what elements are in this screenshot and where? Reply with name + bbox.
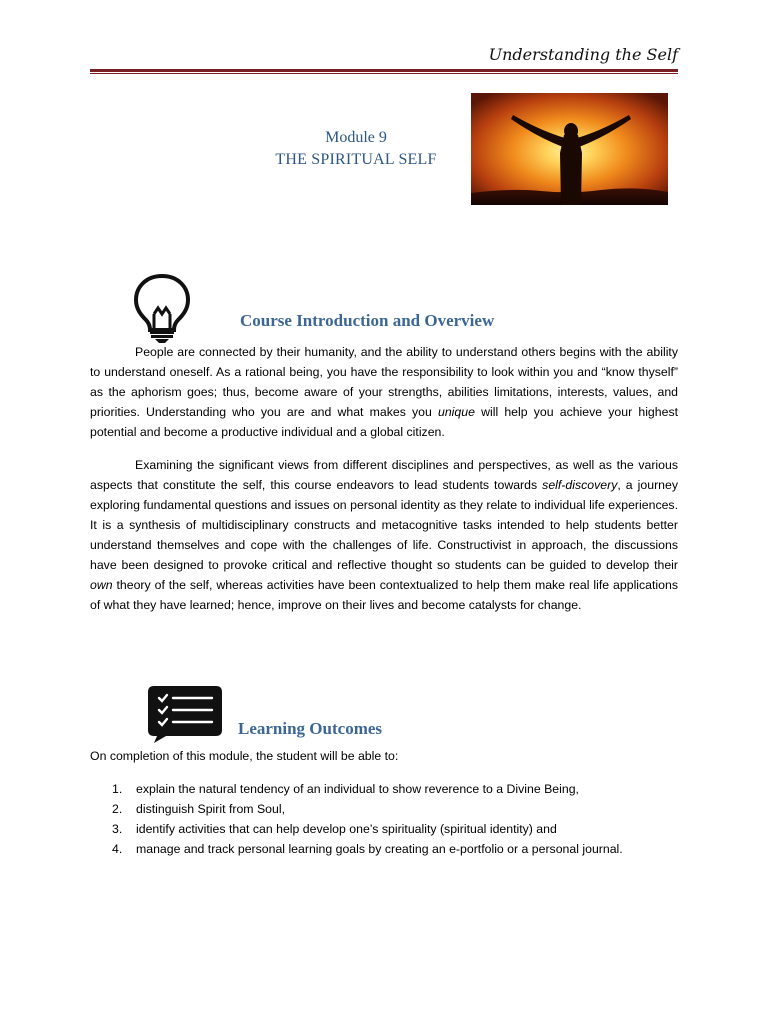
list-item: [90, 819, 678, 839]
paragraph-text: will help you achieve your highest potential and become a productive individual and a global citizen.: [90, 405, 679, 439]
paragraph-text: , a journey exploring fundamental questions and issues on personal identity as they relate to individual life experiences. It is a synthesis of multidisciplinary constructs and metacognitive tasks intended to help students better understand themselves and cope with the challenges of life. Constructivist in approach, the discussions have been designed to provoke critical and reflective thought so students can be guided to develop their: [90, 478, 679, 572]
header-rule-thin: [90, 73, 678, 74]
hero-image: [471, 93, 668, 205]
header-rule-thick: [90, 69, 678, 72]
section-heading-outcomes: Learning Outcomes: [238, 719, 383, 738]
paragraph-emphasis: self-discovery: [542, 478, 618, 492]
paragraph-text: theory of the self, whereas activities have been contextualized to help them make real life applications of what they have learned; hence, improve on their lives and become catalysts for change.: [90, 578, 678, 612]
list-text: manage and track personal learning goals by creating an e-portfolio or a personal journal.: [136, 842, 623, 856]
paragraph-text: People are connected by their humanity, and the ability to understand others begins with the ability to understand oneself. As a rational being, you have the responsibility to look within you and “know thyself” as the aphorism goes; thus, become aware of your strengths, abilities limitations, interests, values, and priorities. Understanding who you are and what makes you: [90, 345, 678, 419]
lightbulb-icon: [128, 270, 196, 344]
list-item: [90, 799, 678, 819]
paragraph-emphasis: own: [90, 578, 113, 592]
module-name: THE SPIRITUAL SELF: [275, 151, 437, 168]
paragraph-text: Examining the significant views from different disciplines and perspectives, as well as the various aspects that constitute the self, this course endeavors to lead students towards: [90, 458, 678, 492]
list-text: identify activities that can help develop one’s spirituality (spiritual identity) and: [136, 822, 557, 836]
list-number: 1.: [112, 782, 123, 796]
list-text: distinguish Spirit from Soul,: [136, 802, 285, 816]
chat-checklist-icon: [146, 684, 224, 744]
intro-paragraph-2: [90, 455, 678, 615]
list-text: explain the natural tendency of an individual to show reverence to a Divine Being,: [136, 782, 579, 796]
list-item: [90, 839, 678, 859]
list-item: [90, 779, 678, 799]
section-heading-intro: Course Introduction and Overview: [240, 311, 495, 330]
list-number: 3.: [112, 822, 123, 836]
outcomes-lead: On completion of this module, the student will be able to:: [90, 749, 399, 763]
list-number: 4.: [112, 842, 123, 856]
outcomes-list: [90, 779, 678, 859]
header-title: Understanding the Self: [488, 45, 678, 64]
intro-paragraph-1: [90, 342, 678, 442]
module-number: Module 9: [325, 129, 387, 146]
module-title-block: [240, 127, 472, 171]
list-number: 2.: [112, 802, 123, 816]
paragraph-emphasis: unique: [438, 405, 475, 419]
